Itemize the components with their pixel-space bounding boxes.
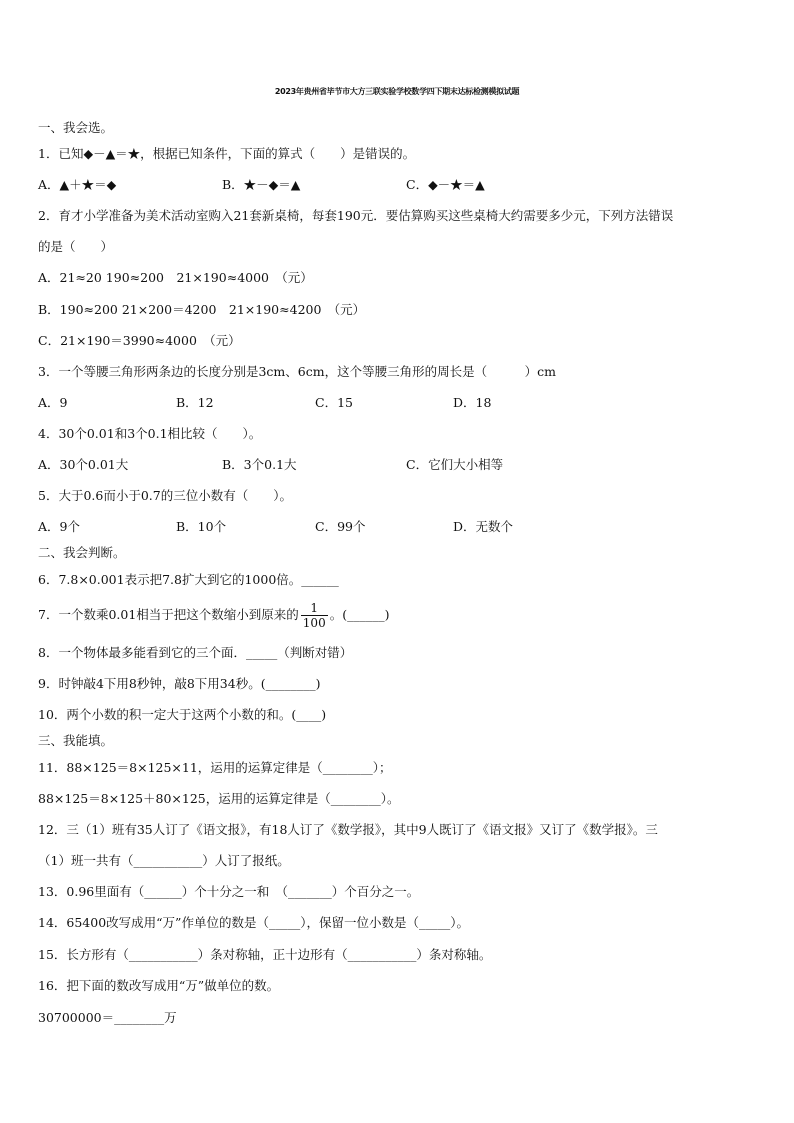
question-6: 6．7.8×0.001表示把7.8扩大到它的1000倍。______ [38, 572, 339, 587]
question-1-stem: 1．已知◆－▲＝★，根据已知条件，下面的算式（ ）是错误的。 [38, 146, 416, 161]
question-5-option-a: A．9个 [38, 519, 80, 534]
question-3-option-d: D．18 [453, 395, 492, 410]
section-judge-heading: 二、我会判断。 [38, 545, 126, 560]
question-3-option-c: C．15 [315, 395, 353, 410]
question-16-answer: 30700000＝________万 [38, 1010, 177, 1025]
question-2-option-a: A．21≈20 190≈200 21×190≈4000 （元） [38, 270, 313, 285]
question-2-stem-line1: 2．育才小学准备为美术活动室购入21套新桌椅，每套190元．要估算购买这些桌椅大约需要多少元，下列方法错误 [38, 208, 674, 223]
question-16-stem: 16．把下面的数改写成用“万”做单位的数。 [38, 978, 280, 993]
question-2-option-c: C．21×190＝3990≈4000 （元） [38, 333, 241, 348]
question-5-option-c: C．99个 [315, 519, 366, 534]
question-13: 13．0.96里面有（______）个十分之一和 （_______）个百分之一。 [38, 884, 420, 899]
question-3-option-a: A．9 [38, 395, 68, 410]
section-fill-heading: 三、我能填。 [38, 733, 114, 748]
question-12-line2: （1）班一共有（___________）人订了报纸。 [38, 853, 290, 868]
question-1-option-b: B．★－◆＝▲ [222, 177, 301, 192]
question-5-option-d: D．无数个 [453, 519, 514, 534]
question-2-stem-line2: 的是（ ） [38, 239, 114, 254]
fraction-one-hundredth [301, 601, 328, 630]
question-11-line1: 11．88×125＝8×125×11，运用的运算定律是（________）； [38, 760, 392, 775]
fraction-numerator: 1 [310, 601, 319, 615]
question-4-option-c: C．它们大小相等 [406, 457, 504, 472]
question-2-option-b: B．190≈200 21×200＝4200 21×190≈4200 （元） [38, 302, 366, 317]
question-12-line1: 12．三（1）班有35人订了《语文报》，有18人订了《数学报》，其中9人既订了《语文报》又订了《数学报》。三 [38, 822, 658, 837]
question-7-blank: 。(______) [329, 607, 390, 622]
question-4-stem: 4．30个0.01和3个0.1相比较（ ）。 [38, 426, 262, 441]
question-5-option-b: B．10个 [176, 519, 227, 534]
question-5-stem: 5．大于0.6而小于0.7的三位小数有（ ）。 [38, 488, 292, 503]
page-title: 2023年贵州省毕节市大方三联实验学校数学四下期末达标检测模拟试题 [274, 87, 520, 96]
question-3-stem: 3．一个等腰三角形两条边的长度分别是3cm、6cm，这个等腰三角形的周长是（ ）cm [38, 364, 556, 379]
question-1-option-a: A．▲＋★＝◆ [38, 177, 117, 192]
question-7 [38, 600, 389, 632]
section-choice-heading: 一、我会选。 [38, 120, 114, 135]
question-10: 10．两个小数的积一定大于这两个小数的和。(____) [38, 707, 327, 722]
question-1-option-c: C．◆－★＝▲ [406, 177, 485, 192]
question-4-option-b: B．3个0.1大 [222, 457, 297, 472]
question-14: 14．65400改写成用“万”作单位的数是（_____），保留一位小数是（_____）。 [38, 915, 469, 930]
question-8: 8．一个物体最多能看到它的三个面．_____（判断对错） [38, 645, 353, 660]
question-7-text: 7．一个数乘0.01相当于把这个数缩小到原来的 [38, 607, 299, 622]
question-15: 15．长方形有（___________）条对称轴，正十边形有（___________）条对称轴。 [38, 947, 492, 962]
question-3-option-b: B．12 [176, 395, 214, 410]
question-9: 9．时钟敲4下用8秒钟，敲8下用34秒。(________) [38, 676, 321, 691]
question-4-option-a: A．30个0.01大 [38, 457, 129, 472]
question-11-line2: 88×125＝8×125＋80×125，运用的运算定律是（________）。 [38, 791, 400, 806]
fraction-denominator: 100 [302, 616, 326, 630]
